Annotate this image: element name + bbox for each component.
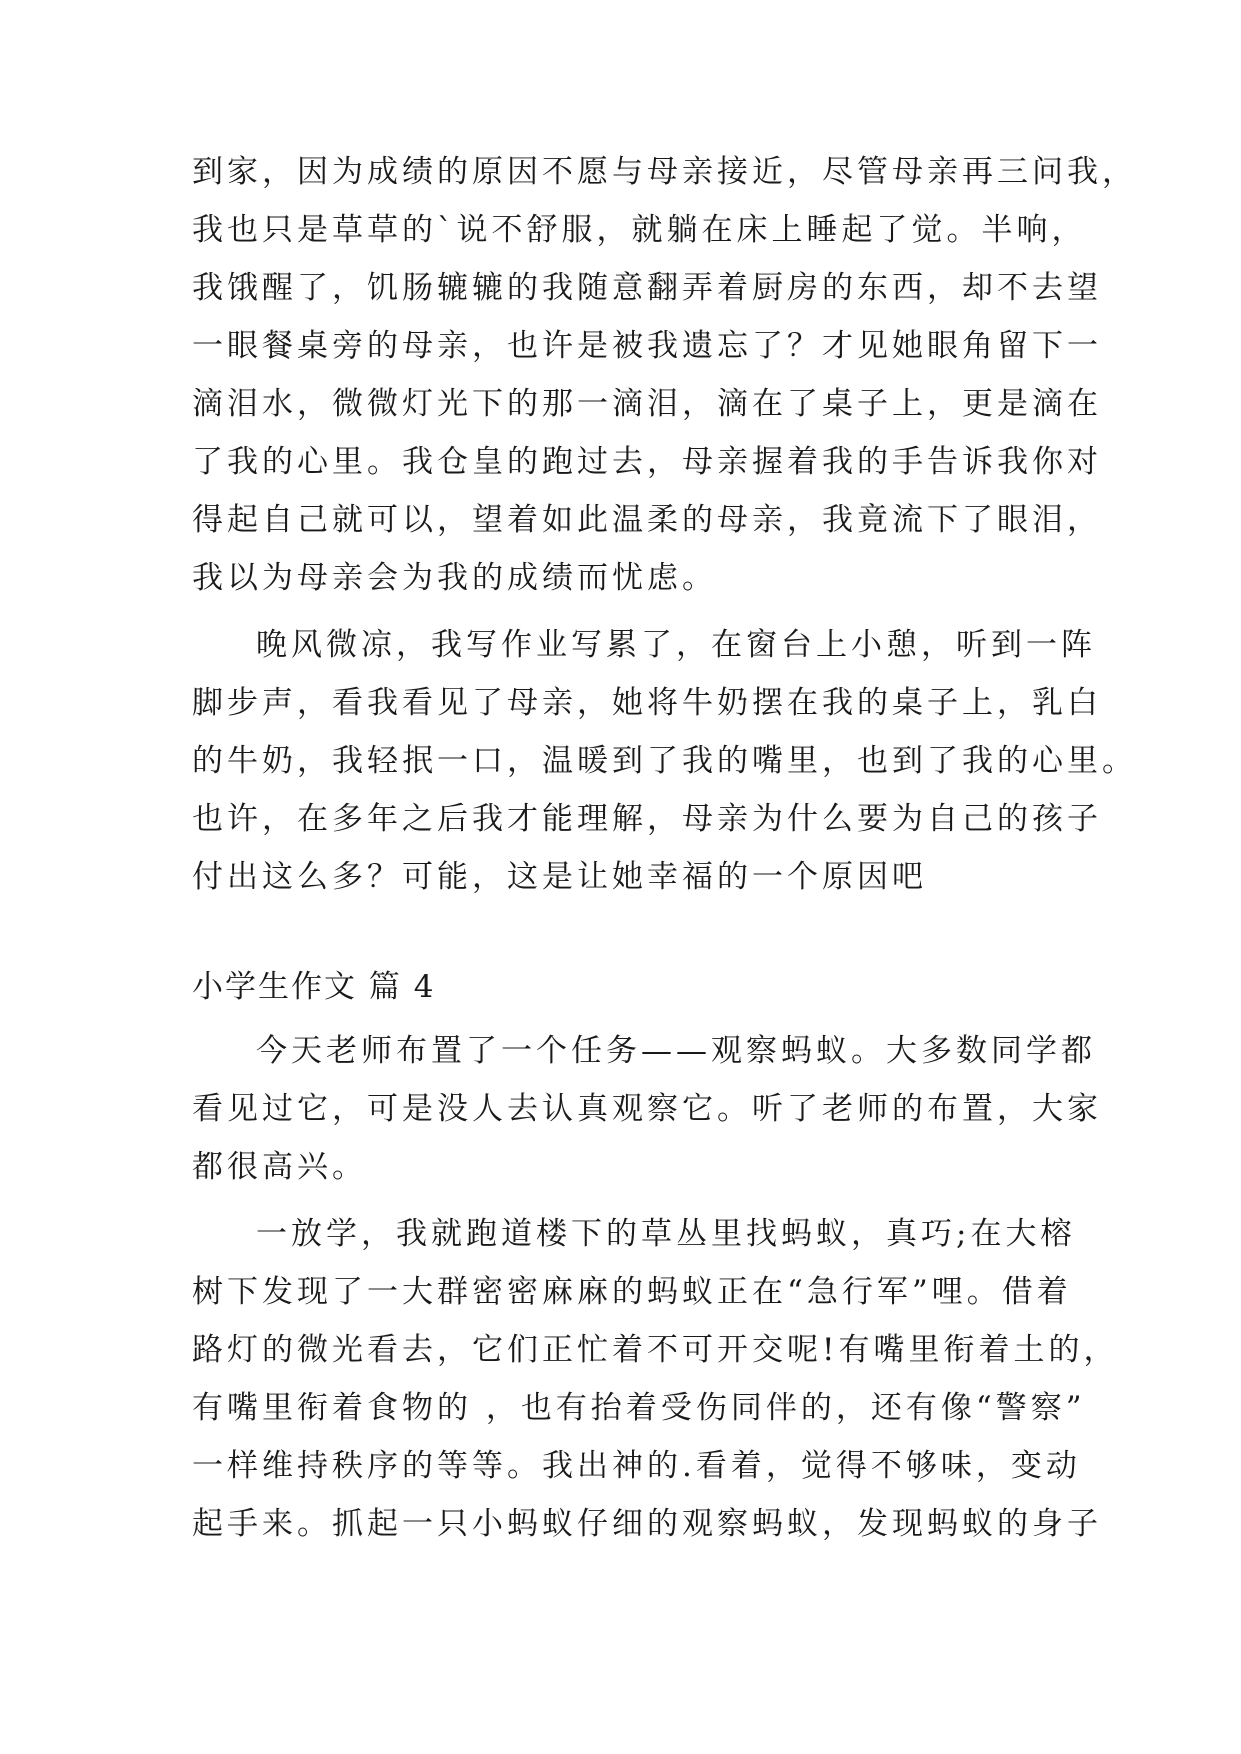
text-line: 一放学，我就跑道楼下的草丛里找蚂蚁，真巧;在大榕 (256, 1216, 1076, 1252)
text-line: 路灯的微光看去，它们正忙着不可开交呢!有嘴里衔着土的， (192, 1332, 1119, 1368)
text-line: 起手来。抓起一只小蚂蚁仔细的观察蚂蚁，发现蚂蚁的身子 (192, 1506, 1102, 1542)
text-line: 我以为母亲会为我的成绩而忧虑。 (192, 560, 717, 596)
text-line: 了我的心里。我仓皇的跑过去，母亲握着我的手告诉我你对 (192, 444, 1102, 480)
text-line: 我也只是草草的`说不舒服，就躺在床上睡起了觉。半响， (192, 212, 1087, 248)
text-line: 得起自己就可以，望着如此温柔的母亲，我竟流下了眼泪， (192, 502, 1102, 538)
text-line: 脚步声，看我看见了母亲，她将牛奶摆在我的桌子上，乳白 (192, 685, 1102, 721)
text-line: 都很高兴。 (192, 1149, 367, 1185)
text-line: 也许，在多年之后我才能理解，母亲为什么要为自己的孩子 (192, 801, 1102, 837)
section-heading: 小学生作文 篇 4 (192, 969, 436, 1005)
text-line: 树下发现了一大群密密麻麻的蚂蚁正在“急行军”哩。借着 (192, 1274, 1072, 1310)
text-line: 滴泪水，微微灯光下的那一滴泪，滴在了桌子上，更是滴在 (192, 386, 1102, 422)
text-line: 有嘴里衔着食物的 ，也有抬着受伤同伴的，还有像“警察” (192, 1390, 1086, 1426)
text-line: 今天老师布置了一个任务——观察蚂蚁。大多数同学都 (256, 1033, 1096, 1069)
text-line: 我饿醒了，饥肠辘辘的我随意翻弄着厨房的东西，却不去望 (192, 270, 1102, 306)
text-line: 付出这么多？可能，这是让她幸福的一个原因吧 (192, 859, 927, 895)
text-line: 晚风微凉，我写作业写累了，在窗台上小憩，听到一阵 (256, 627, 1096, 663)
text-line: 看见过它，可是没人去认真观察它。听了老师的布置，大家 (192, 1091, 1102, 1127)
text-line: 到家，因为成绩的原因不愿与母亲接近，尽管母亲再三问我， (192, 154, 1137, 190)
text-line: 的牛奶，我轻抿一口，温暖到了我的嘴里，也到了我的心里。 (192, 743, 1137, 779)
text-line: 一眼餐桌旁的母亲，也许是被我遗忘了？才见她眼角留下一 (192, 328, 1102, 364)
text-line: 一样维持秩序的等等。我出神的.看着，觉得不够味，变动 (192, 1448, 1081, 1484)
